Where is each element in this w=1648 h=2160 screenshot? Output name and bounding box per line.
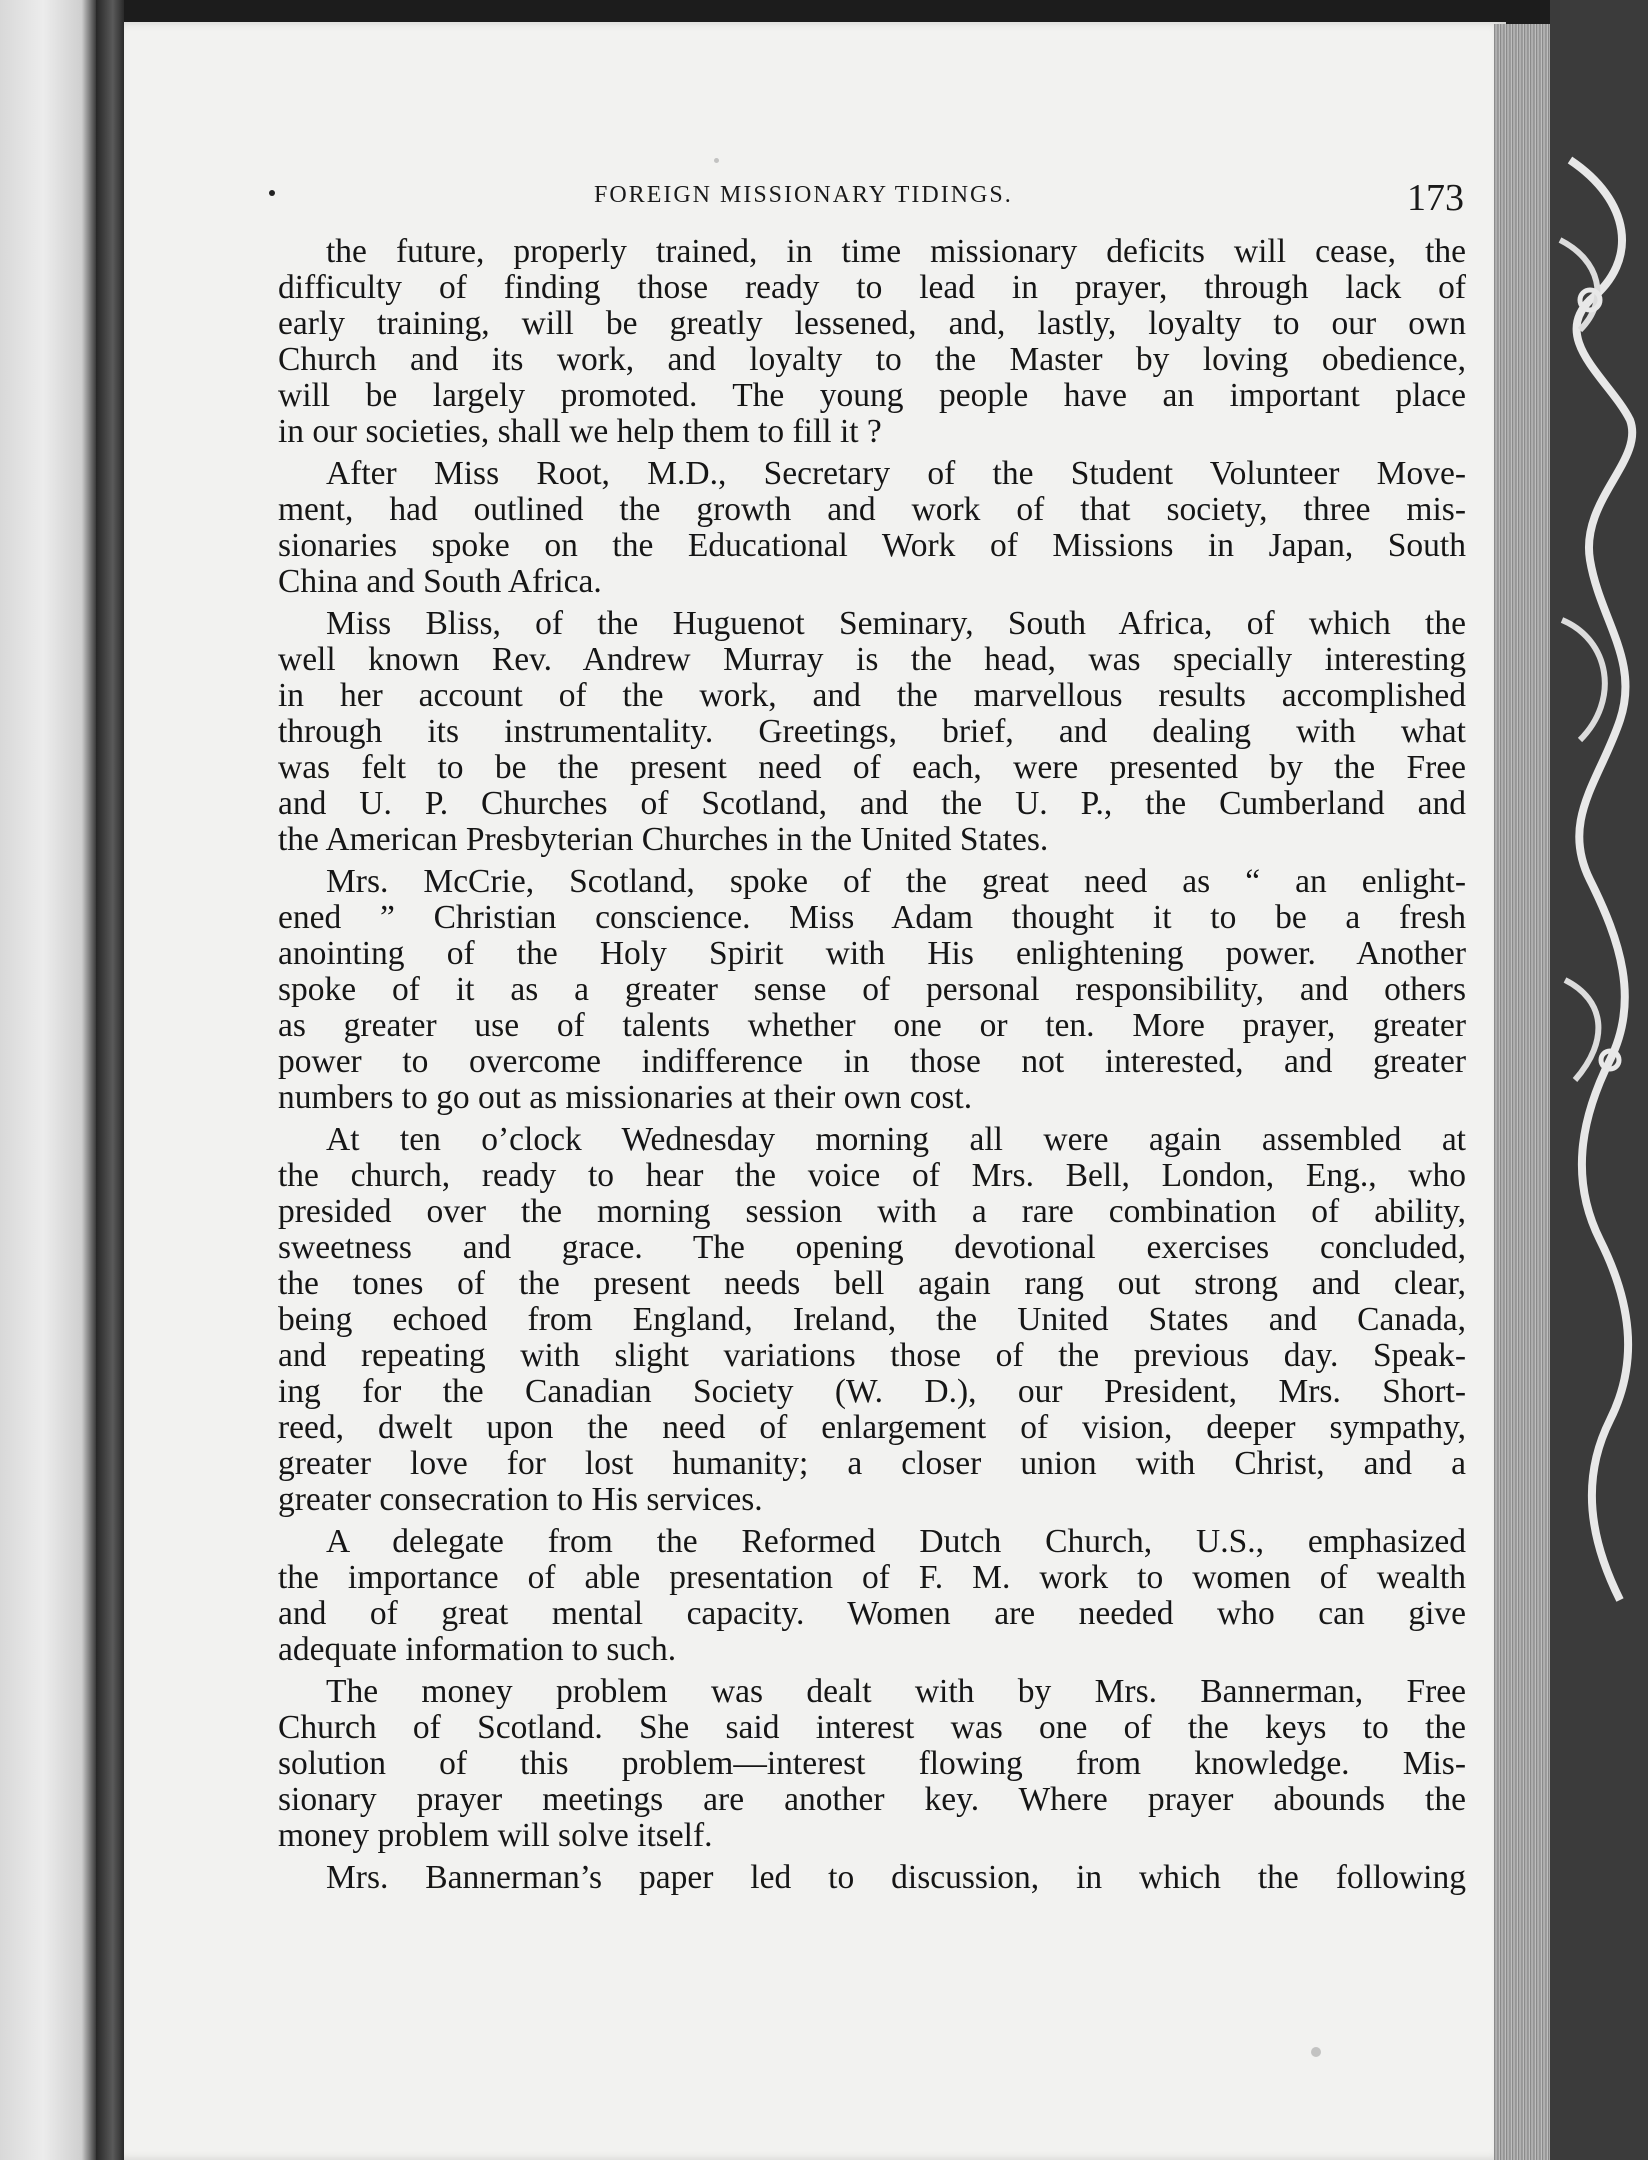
text-line: Miss Bliss, of the Huguenot Seminary, South Africa, of which the <box>326 606 1466 642</box>
page-edges <box>1494 24 1550 2160</box>
text-line: spoke of it as a greater sense of personal responsibility, and others <box>278 972 1466 1008</box>
text-line: money problem will solve itself. <box>278 1818 713 1854</box>
page-header <box>124 160 1506 220</box>
paragraph <box>278 1122 1466 1518</box>
text-line: the importance of able presentation of F. M. work to women of wealth <box>278 1560 1466 1596</box>
decorative-margin-border <box>1550 0 1648 2160</box>
text-line: adequate information to such. <box>278 1632 677 1668</box>
paragraph <box>278 234 1466 450</box>
text-line: After Miss Root, M.D., Secretary of the Student Volunteer Move- <box>326 456 1466 492</box>
text-line: numbers to go out as missionaries at their own cost. <box>278 1080 973 1116</box>
text-line: and U. P. Churches of Scotland, and the U. P., the Cumberland and <box>278 786 1466 822</box>
ink-speck <box>714 158 719 163</box>
text-line: difficulty of finding those ready to lead in prayer, through lack of <box>278 270 1466 306</box>
text-line: the church, ready to hear the voice of Mrs. Bell, London, Eng., who <box>278 1158 1466 1194</box>
text-line: presided over the morning session with a rare combination of ability, <box>278 1194 1466 1230</box>
paragraph <box>278 864 1466 1116</box>
text-line: in her account of the work, and the marvellous results accomplished <box>278 678 1466 714</box>
text-line: power to overcome indifference in those not interested, and greater <box>278 1044 1466 1080</box>
text-line: greater love for lost humanity; a closer union with Christ, and a <box>278 1446 1466 1482</box>
text-line: Mrs. Bannerman’s paper led to discussion, in which the following <box>326 1860 1466 1896</box>
paragraph <box>278 1524 1466 1668</box>
text-line: being echoed from England, Ireland, the United States and Canada, <box>278 1302 1466 1338</box>
text-line: greater consecration to His services. <box>278 1482 763 1518</box>
text-line: ing for the Canadian Society (W. D.), our President, Mrs. Short- <box>278 1374 1466 1410</box>
text-line: sionary prayer meetings are another key. Where prayer abounds the <box>278 1782 1466 1818</box>
text-line: the American Presbyterian Churches in the United States. <box>278 822 1049 858</box>
text-line: Church and its work, and loyalty to the Master by loving obedience, <box>278 342 1466 378</box>
text-line: the tones of the present needs bell again rang out strong and clear, <box>278 1266 1466 1302</box>
text-line: The money problem was dealt with by Mrs. Bannerman, Free <box>326 1674 1466 1710</box>
text-line: At ten o’clock Wednesday morning all were again assembled at <box>326 1122 1466 1158</box>
text-line: will be largely promoted. The young people have an important place <box>278 378 1466 414</box>
paragraph <box>278 606 1466 858</box>
text-line: solution of this problem—interest flowing from knowledge. Mis- <box>278 1746 1466 1782</box>
text-line: the future, properly trained, in time missionary deficits will cease, the <box>326 234 1466 270</box>
text-line: and repeating with slight variations those of the previous day. Speak- <box>278 1338 1466 1374</box>
text-line: anointing of the Holy Spirit with His enlightening power. Another <box>278 936 1466 972</box>
text-line: ened ” Christian conscience. Miss Adam thought it to be a fresh <box>278 900 1466 936</box>
text-line: in our societies, shall we help them to fill it ? <box>278 414 882 450</box>
text-line: Church of Scotland. She said interest was one of the keys to the <box>278 1710 1466 1746</box>
text-line: A delegate from the Reformed Dutch Church, U.S., emphasized <box>326 1524 1466 1560</box>
text-line: reed, dwelt upon the need of enlargement of vision, deeper sympathy, <box>278 1410 1466 1446</box>
text-line: sweetness and grace. The opening devotional exercises concluded, <box>278 1230 1466 1266</box>
book-page <box>124 22 1506 2160</box>
paragraph <box>278 456 1466 600</box>
text-line: was felt to be the present need of each, were presented by the Free <box>278 750 1466 786</box>
ornament-scroll-icon <box>1550 0 1648 2160</box>
ink-speck <box>1311 2047 1321 2057</box>
text-line: well known Rev. Andrew Murray is the head, was specially interesting <box>278 642 1466 678</box>
text-line: through its instrumentality. Greetings, brief, and dealing with what <box>278 714 1466 750</box>
text-line: and of great mental capacity. Women are needed who can give <box>278 1596 1466 1632</box>
text-line: sionaries spoke on the Educational Work of Missions in Japan, South <box>278 528 1466 564</box>
text-line: as greater use of talents whether one or ten. More prayer, greater <box>278 1008 1466 1044</box>
text-line: early training, will be greatly lessened, and, lastly, loyalty to our own <box>278 306 1466 342</box>
running-title: FOREIGN MISSIONARY TIDINGS. <box>594 182 1013 208</box>
paragraph <box>278 1860 1466 1896</box>
text-line: Mrs. McCrie, Scotland, spoke of the great need as “ an enlight- <box>326 864 1466 900</box>
body-text <box>278 234 1466 1896</box>
text-line: ment, had outlined the growth and work of that society, three mis- <box>278 492 1466 528</box>
book-gutter <box>96 0 124 2160</box>
header-dot <box>269 190 275 196</box>
facing-page-edge <box>0 0 96 2160</box>
page-number: 173 <box>1407 177 1464 219</box>
text-line: China and South Africa. <box>278 564 602 600</box>
paragraph <box>278 1674 1466 1854</box>
